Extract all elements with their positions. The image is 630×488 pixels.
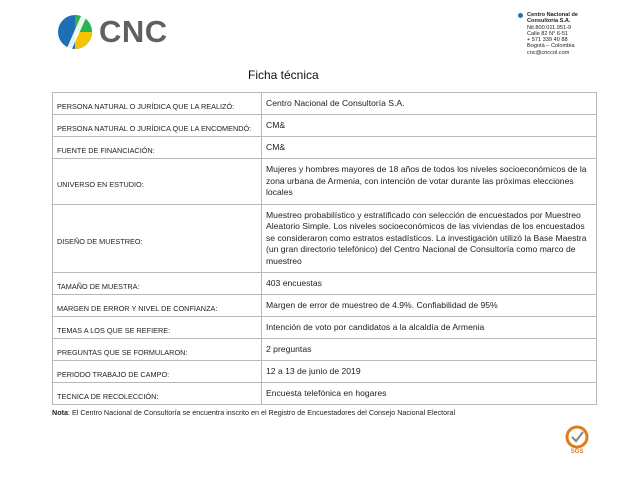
company-address: Calle 82 N° 6-51	[527, 30, 569, 37]
row-value: 403 encuestas	[262, 273, 597, 295]
row-value: CM&	[262, 115, 597, 137]
row-value: Mujeres y hombres mayores de 18 años de todos los niveles socioeconómicos de la zona urbana de Armenia, con intención de votar durante las próximas elecciones locales	[262, 159, 597, 205]
row-value: Intención de voto por candidatos a la alcaldía de Armenia	[262, 317, 597, 339]
bullet-icon	[518, 13, 523, 18]
company-name-line1: Centro Nacional de	[527, 12, 578, 18]
row-label: TECNICA DE RECOLECCIÓN:	[53, 383, 262, 405]
row-value: 12 a 13 de junio de 2019	[262, 361, 597, 383]
row-value: Centro Nacional de Consultoría S.A.	[262, 93, 597, 115]
row-label: TEMAS A LOS QUE SE REFIERE:	[53, 317, 262, 339]
table-row	[53, 93, 597, 115]
certification-seal	[560, 424, 594, 463]
table-row	[53, 295, 597, 317]
table-row	[53, 273, 597, 295]
table-row	[53, 317, 597, 339]
row-value: 2 preguntas	[262, 339, 597, 361]
sgs-seal-icon	[560, 424, 594, 458]
row-label: FUENTE DE FINANCIACIÓN:	[53, 137, 262, 159]
row-value: Margen de error de muestreo de 4.9%. Confiabilidad de 95%	[262, 295, 597, 317]
row-value: CM&	[262, 137, 597, 159]
footnote-text: : El Centro Nacional de Consultoría se encuentra inscrito en el Registro de Encuestadores del Consejo Nacional Electoral	[67, 408, 456, 417]
table-row	[53, 205, 597, 273]
table-row	[53, 339, 597, 361]
row-value: Encuesta telefónica en hogares	[262, 383, 597, 405]
row-label: MARGEN DE ERROR Y NIVEL DE CONFIANZA:	[53, 295, 262, 317]
company-phone: + 571 339 40 88	[527, 37, 568, 44]
row-label: PREGUNTAS QUE SE FORMULARON:	[53, 339, 262, 361]
footnote	[52, 408, 455, 417]
table-row	[53, 137, 597, 159]
company-name-line2: Consultoría S.A.	[527, 18, 571, 25]
technical-sheet-table	[52, 92, 597, 405]
row-label: PERIODO TRABAJO DE CAMPO:	[53, 361, 262, 383]
seal-label: SGS	[570, 449, 584, 455]
row-label: UNIVERSO EN ESTUDIO:	[53, 159, 262, 205]
company-contact-block	[527, 12, 578, 56]
company-city: Bogotá – Colombia	[527, 43, 575, 50]
logo-wordmark: CNC	[99, 14, 168, 49]
page-title: Ficha técnica	[248, 68, 319, 82]
row-label: PERSONA NATURAL O JURÍDICA QUE LA REALIZÓ:	[53, 93, 262, 115]
row-label: DISEÑO DE MUESTREO:	[53, 205, 262, 273]
company-email[interactable]: cnc@cnccol.com	[527, 49, 570, 56]
row-label: TAMAÑO DE MUESTRA:	[53, 273, 262, 295]
cnc-logo	[57, 14, 168, 50]
cnc-logo-mark-icon	[57, 14, 93, 50]
table-row	[53, 115, 597, 137]
table-row	[53, 159, 597, 205]
company-nit: Nit.800.011.951-9	[527, 24, 572, 31]
row-value: Muestreo probabilístico y estratificado con selección de encuestados por Muestreo Aleatorio Simple. Los niveles socioeconómicos de las viviendas de los encuestados se consideraron como estratos estadísticos. La investigación utilizó la Base Maestra (un gran directorio telefónico) del Centro Nacional de Consultoría como marco de muestreo	[262, 205, 597, 273]
table-row	[53, 361, 597, 383]
row-label: PERSONA NATURAL O JURÍDICA QUE LA ENCOMENDÓ:	[53, 115, 262, 137]
footnote-label: Nota	[52, 408, 68, 417]
table-row	[53, 383, 597, 405]
